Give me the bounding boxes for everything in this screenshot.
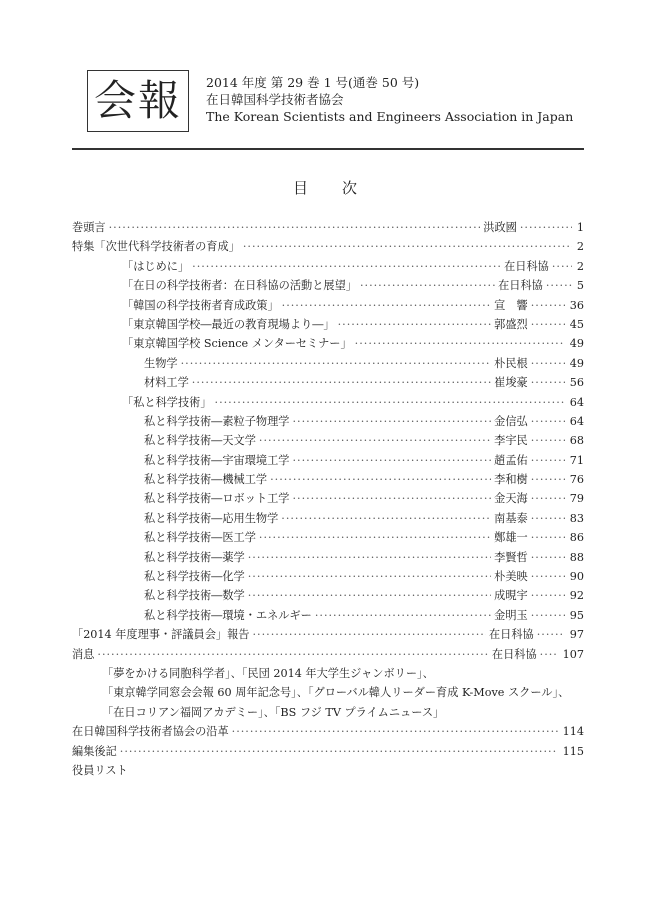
dot-leader <box>531 606 565 625</box>
toc-title-text: 私と科学技術―環境・エネルギー <box>144 608 312 622</box>
dot-leader <box>252 625 486 644</box>
toc-row[interactable] <box>72 315 584 334</box>
dot-leader <box>531 528 565 547</box>
dot-leader <box>540 645 558 664</box>
toc-row[interactable] <box>72 548 584 567</box>
header-rule <box>72 148 584 150</box>
toc-title-text: 私と科学技術―化学 <box>144 570 245 584</box>
toc-author: 鄭雄一 <box>494 531 528 545</box>
toc-author: 崔埈豪 <box>494 376 528 390</box>
org-name-en: The Korean Scientists and Engineers Association in Japan <box>206 109 574 124</box>
toc-row[interactable] <box>72 393 584 412</box>
toc-page: 79 <box>569 492 584 506</box>
toc-title-text: 材料工学 <box>144 376 189 390</box>
toc-row[interactable] <box>72 567 584 586</box>
toc-author: 趙孟佑 <box>494 453 528 467</box>
toc-author: 在日科協 <box>504 259 549 273</box>
dot-leader <box>259 528 491 547</box>
issue-line: 2014 年度 第 29 巻 1 号(通巻 50 号) <box>206 75 420 90</box>
table-of-contents <box>72 218 584 780</box>
toc-author: 洪政國 <box>483 221 517 234</box>
toc-page: 115 <box>562 744 584 758</box>
toc-page: 56 <box>569 376 584 390</box>
toc-title-text: 編集後記 <box>72 744 117 758</box>
toc-row[interactable] <box>72 451 584 470</box>
dot-leader <box>531 567 565 586</box>
toc-row[interactable] <box>72 296 584 315</box>
dot-leader <box>338 315 492 334</box>
toc-author: 金明玉 <box>494 608 528 622</box>
toc-page: 95 <box>569 608 584 622</box>
news-item: 「夢をかける同胞科学者」、「民団 2014 年大学生ジャンボリー」、 <box>102 666 434 680</box>
toc-title-text: 生物学 <box>144 356 178 370</box>
toc-title-text: 私と科学技術―機械工学 <box>144 473 268 487</box>
toc-page: 76 <box>569 473 584 487</box>
toc-row[interactable] <box>72 334 584 353</box>
logo-box <box>87 70 189 132</box>
toc-author: 南基泰 <box>494 511 528 525</box>
toc-title-text: 私と科学技術―薬学 <box>144 550 245 564</box>
dot-leader <box>181 354 492 373</box>
toc-page: 5 <box>576 279 584 293</box>
toc-row[interactable] <box>72 606 584 625</box>
dot-leader <box>531 412 565 431</box>
toc-title-text: 「東京韓国学校―最近の教育現場より―」 <box>122 317 335 331</box>
toc-title-text: 「韓国の科学技術者育成政策」 <box>122 298 279 312</box>
toc-title-text: 役員リスト <box>72 763 128 777</box>
dot-leader <box>531 431 565 450</box>
dot-leader <box>270 470 491 489</box>
toc-page: 86 <box>569 531 584 545</box>
toc-title-text: 特集「次世代科学技術者の育成」 <box>72 240 240 254</box>
dot-leader <box>248 586 491 605</box>
dot-leader <box>546 276 572 295</box>
dot-leader <box>360 276 495 295</box>
dot-leader <box>259 431 491 450</box>
toc-title-text: 私と科学技術―数学 <box>144 589 245 603</box>
dot-leader <box>292 451 491 470</box>
toc-row[interactable] <box>72 722 584 741</box>
dot-leader <box>531 586 565 605</box>
toc-page: 114 <box>562 725 584 739</box>
toc-row[interactable] <box>72 412 584 431</box>
toc-row[interactable] <box>72 625 584 644</box>
toc-title-text: 私と科学技術―ロボット工学 <box>144 492 290 506</box>
toc-author: 李賢哲 <box>494 550 528 564</box>
toc-title-text: 「私と科学技術」 <box>122 395 212 409</box>
dot-leader <box>355 334 565 353</box>
toc-author: 在日科協 <box>498 279 543 293</box>
toc-row[interactable] <box>72 528 584 547</box>
toc-author: 金天海 <box>494 492 528 506</box>
toc-row[interactable] <box>72 257 584 276</box>
dot-leader <box>292 489 491 508</box>
toc-row[interactable] <box>72 761 584 780</box>
dot-leader <box>531 489 565 508</box>
toc-row[interactable] <box>72 276 584 295</box>
toc-row[interactable] <box>72 354 584 373</box>
toc-row[interactable] <box>72 218 584 237</box>
toc-row[interactable] <box>72 742 584 761</box>
dot-leader <box>520 218 572 237</box>
dot-leader <box>292 412 491 431</box>
dot-leader <box>531 354 565 373</box>
news-item: 「在日コリアン福岡アカデミー」、「BS フジ TV プライムニュース」 <box>102 705 445 719</box>
toc-row[interactable] <box>72 431 584 450</box>
toc-row[interactable] <box>72 489 584 508</box>
logo-text: 会報 <box>93 76 182 125</box>
org-name-ja: 在日韓国科学技術者協会 <box>206 92 344 107</box>
toc-author: 在日科協 <box>491 647 537 661</box>
toc-title-text: 私と科学技術―素粒子物理学 <box>144 414 290 428</box>
dot-leader <box>531 315 565 334</box>
toc-author: 朴民根 <box>494 356 528 370</box>
toc-page: 107 <box>562 647 584 661</box>
toc-page: 88 <box>569 550 584 564</box>
dot-leader <box>248 567 491 586</box>
toc-page: 68 <box>569 434 584 448</box>
dot-leader <box>531 296 565 315</box>
dot-leader <box>215 393 565 412</box>
toc-row[interactable] <box>72 586 584 605</box>
toc-page: 83 <box>569 511 584 525</box>
dot-leader <box>243 237 572 256</box>
toc-page: 71 <box>569 453 584 467</box>
toc-title-text: 「2014 年度理事・評議員会」報告 <box>72 628 250 642</box>
toc-row[interactable] <box>72 645 584 664</box>
toc-author: 金信弘 <box>494 414 528 428</box>
toc-page: 2 <box>576 259 584 273</box>
toc-title-text: 消息 <box>72 647 95 661</box>
header-info <box>206 74 573 125</box>
dot-leader <box>97 645 488 664</box>
dot-leader <box>531 373 565 392</box>
toc-page: 64 <box>569 395 584 409</box>
dot-leader <box>552 257 572 276</box>
toc-title: 目次 <box>292 179 391 197</box>
toc-page: 92 <box>569 589 584 603</box>
toc-author: 在日科協 <box>488 628 534 642</box>
toc-author: 朴美映 <box>494 570 528 584</box>
dot-leader <box>192 373 491 392</box>
toc-page: 45 <box>569 317 584 331</box>
toc-title-text: 巻頭言 <box>72 221 106 234</box>
dot-leader <box>531 509 565 528</box>
dot-leader <box>281 509 491 528</box>
toc-title-text: 「はじめに」 <box>122 259 190 273</box>
toc-page: 1 <box>576 221 584 234</box>
dot-leader <box>537 625 565 644</box>
dot-leader <box>232 722 558 741</box>
toc-page: 64 <box>569 414 584 428</box>
toc-page: 2 <box>576 240 584 254</box>
toc-title-text: 在日韓国科学技術者協会の沿革 <box>72 725 229 739</box>
toc-author: 郭盛烈 <box>494 317 528 331</box>
news-item: 「東京韓学同窓会会報 60 周年記念号」、「グローバル韓人リーダー育成 K-Move スクール」、 <box>102 686 570 700</box>
toc-title-text: 「在日の科学技術者：在日科協の活動と展望」 <box>122 279 357 293</box>
dot-leader <box>315 606 491 625</box>
toc-page: 97 <box>569 628 584 642</box>
toc-title-text: 私と科学技術―天文学 <box>144 434 256 448</box>
toc-row[interactable] <box>72 470 584 489</box>
dot-leader <box>282 296 492 315</box>
dot-leader <box>120 742 558 761</box>
dot-leader <box>531 548 565 567</box>
toc-page: 90 <box>569 570 584 584</box>
toc-author: 成晛宇 <box>494 589 528 603</box>
toc-page: 36 <box>569 298 584 312</box>
toc-page: 49 <box>569 337 584 351</box>
toc-row[interactable] <box>72 373 584 392</box>
toc-row[interactable] <box>72 237 584 256</box>
toc-row[interactable] <box>72 509 584 528</box>
toc-author: 李宇民 <box>494 434 528 448</box>
toc-title-text: 私と科学技術―医工学 <box>144 531 256 545</box>
toc-title-text: 私と科学技術―宇宙環境工学 <box>144 453 290 467</box>
toc-author: 李和樹 <box>494 473 528 487</box>
dot-leader <box>531 451 565 470</box>
dot-leader <box>192 257 501 276</box>
toc-page: 49 <box>569 356 584 370</box>
toc-title-text: 「東京韓国学校 Science メンターセミナー」 <box>122 337 352 351</box>
toc-title-text: 私と科学技術―応用生物学 <box>144 511 279 525</box>
dot-leader <box>248 548 491 567</box>
dot-leader <box>109 218 481 237</box>
toc-author: 宣 響 <box>494 298 528 312</box>
dot-leader <box>531 470 565 489</box>
